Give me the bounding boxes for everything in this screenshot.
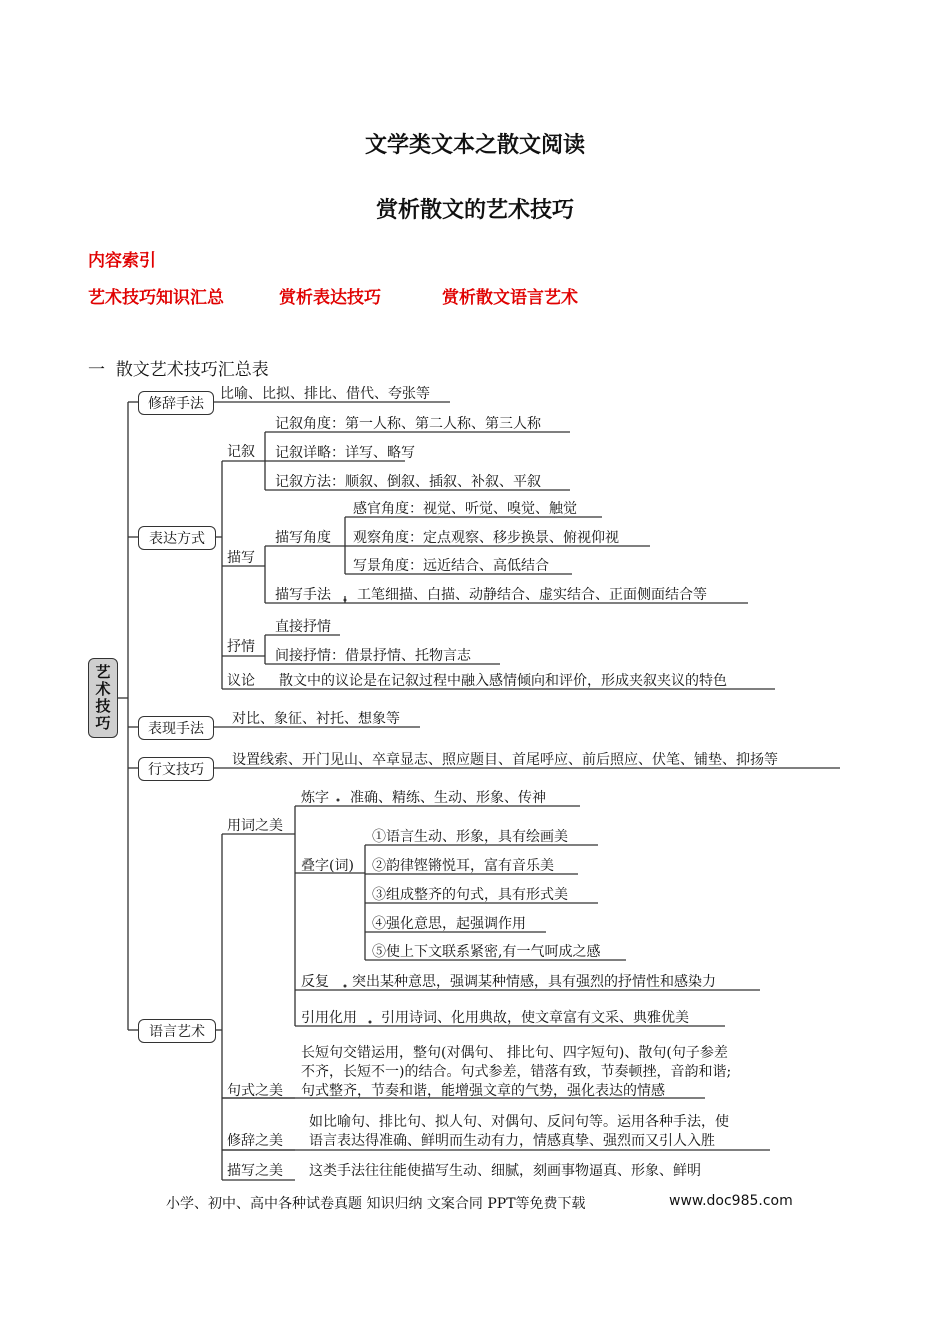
reduplication-item: ②韵律铿锵悦耳，富有音乐美 xyxy=(372,858,554,874)
description-observe: 观察角度：定点观察、移步换景、俯视仰视 xyxy=(353,530,619,546)
reduplication-item: ①语言生动、形象，具有绘画美 xyxy=(372,829,568,845)
node-performance: 表现手法 xyxy=(138,716,214,740)
description-angle-label: 描写角度 xyxy=(275,530,331,546)
sentence-line: 句式整齐，节奏和谐，能增强文章的气势，强化表达的情感 xyxy=(301,1083,665,1099)
rhetoric-text: 比喻、比拟、排比、借代、夸张等 xyxy=(220,386,430,402)
node-expression: 表达方式 xyxy=(138,526,216,550)
composition-text: 设置线索、开门见山、卒章显志、照应题目、首尾呼应、前后照应、伏笔、铺垫、抑扬等 xyxy=(232,752,778,768)
page-title: 文学类文本之散文阅读 xyxy=(364,133,585,158)
node-composition: 行文技巧 xyxy=(138,757,214,781)
rhetoric-beauty-line: 如比喻句、排比句、拟人句、对偶句、反问句等。运用各种手法，使 xyxy=(309,1114,729,1130)
section-title: 散文艺术技巧汇总表 xyxy=(115,360,269,380)
sentence-line: 长短句交错运用，整句(对偶句、 排比句、四字短句)、散句(句子参差 xyxy=(301,1045,728,1061)
reduplication-item: ⑤使上下文联系紧密,有一气呵成之感 xyxy=(372,944,601,960)
narration-angle: 记叙角度：第一人称、第二人称、第三人称 xyxy=(275,416,541,432)
lyric-indirect: 间接抒情：借景抒情、托物言志 xyxy=(275,648,471,664)
quote-label: 引用化用 xyxy=(301,1010,357,1026)
index-link-expression[interactable]: 赏析表达技巧 xyxy=(279,288,381,308)
argument-text: 散文中的议论是在记叙过程中融入感情倾向和评价，形成夹叙夹议的特色 xyxy=(279,673,727,689)
word-label: 用词之美 xyxy=(227,818,283,834)
index-label: 内容索引 xyxy=(88,251,156,271)
narration-detail: 记叙详略：详写、略写 xyxy=(275,445,415,461)
footer-url[interactable]: www.doc985.com xyxy=(669,1193,793,1209)
sentence-label: 句式之美 xyxy=(227,1083,283,1099)
performance-text: 对比、象征、衬托、想象等 xyxy=(232,711,400,727)
mindmap-root-node xyxy=(88,658,118,738)
footer-text: 小学、初中、高中各种试卷真题 知识归纳 文案合同 PPT等免费下载 xyxy=(166,1196,586,1212)
reduplication-label: 叠字(词) xyxy=(301,858,354,874)
sentence-line: 不齐，长短不一)的结合。句式参差，错落有致，节奏顿挫，音韵和谐; xyxy=(301,1064,732,1080)
describe-text: 这类手法往往能使描写生动、细腻，刻画事物逼真、形象、鲜明 xyxy=(309,1163,701,1179)
description-technique-label: 描写手法 xyxy=(275,587,331,603)
refine-text: 准确、精练、生动、形象、传神 xyxy=(350,790,546,806)
lyric-direct: 直接抒情 xyxy=(275,619,331,635)
mindmap-root-label: 艺术技巧 xyxy=(93,664,112,732)
node-language: 语言艺术 xyxy=(138,1019,216,1043)
description-technique: 工笔细描、白描、动静结合、虚实结合、正面侧面结合等 xyxy=(357,587,707,603)
rhetoric-beauty-label: 修辞之美 xyxy=(227,1133,283,1149)
narration-method: 记叙方法：顺叙、倒叙、插叙、补叙、平叙 xyxy=(275,474,541,490)
describe-label: 描写之美 xyxy=(227,1163,283,1179)
node-rhetoric: 修辞手法 xyxy=(138,391,214,415)
repeat-text: 突出某种意思，强调某种情感，具有强烈的抒情性和感染力 xyxy=(352,974,716,990)
rhetoric-beauty-line: 语言表达得准确、鲜明而生动有力，情感真挚、强烈而又引人入胜 xyxy=(309,1133,715,1149)
argument-label: 议论 xyxy=(227,673,255,689)
section-number: 一 xyxy=(88,360,105,380)
lyric-label: 抒情 xyxy=(227,639,255,655)
description-label: 描写 xyxy=(227,550,255,566)
narration-label: 记叙 xyxy=(227,444,255,460)
description-scene: 写景角度：远近结合、高低结合 xyxy=(353,558,549,574)
reduplication-item: ③组成整齐的句式，具有形式美 xyxy=(372,887,568,903)
repeat-label: 反复 xyxy=(301,974,329,990)
reduplication-item: ④强化意思，起强调作用 xyxy=(372,916,526,932)
description-sense: 感官角度：视觉、听觉、嗅觉、触觉 xyxy=(353,501,577,517)
refine-label: 炼字 xyxy=(301,790,329,806)
index-link-language[interactable]: 赏析散文语言艺术 xyxy=(442,288,578,308)
quote-text: 引用诗词、化用典故，使文章富有文采、典雅优美 xyxy=(381,1010,689,1026)
index-link-knowledge[interactable]: 艺术技巧知识汇总 xyxy=(88,288,224,308)
page-subtitle: 赏析散文的艺术技巧 xyxy=(375,198,574,223)
